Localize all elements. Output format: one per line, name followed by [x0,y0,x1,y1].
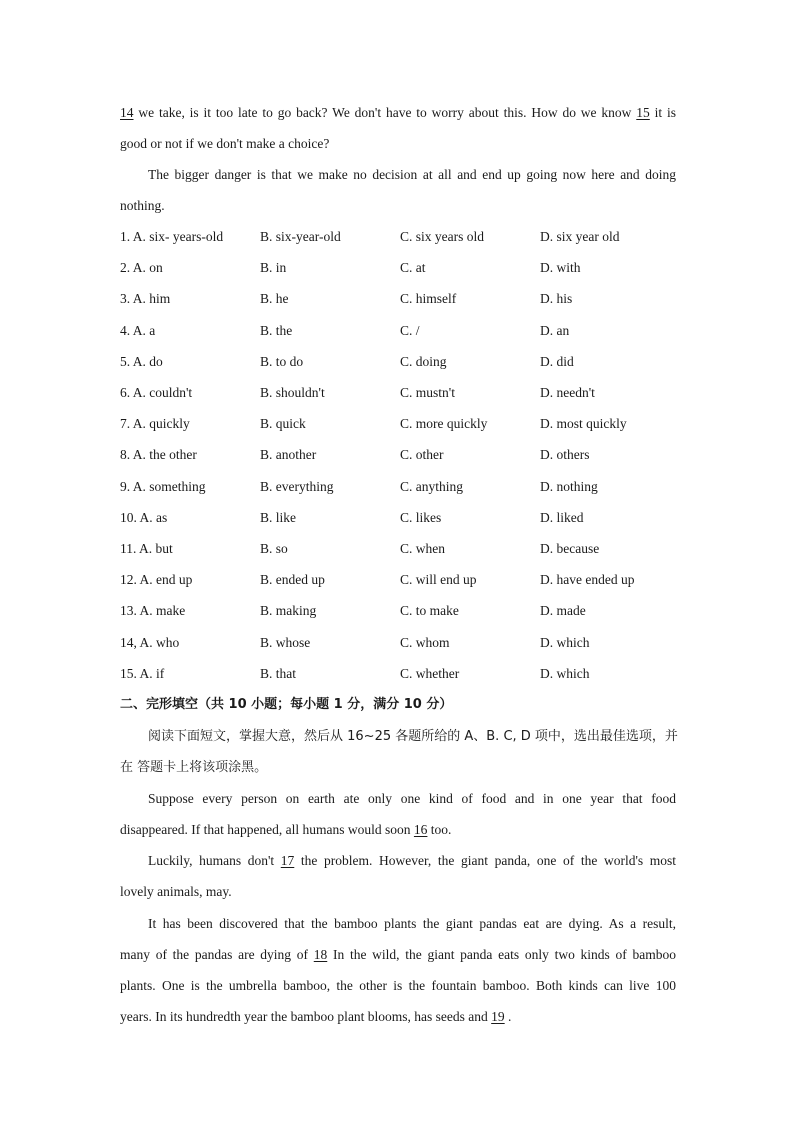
passage-line: The bigger danger is that we make no decision at all and end up going now here and doing [148,167,676,182]
option-d: D. which [540,665,590,681]
option-c: C. at [400,260,426,276]
option-c: C. doing [400,353,447,369]
option-b: B. he [260,291,289,307]
option-c: C. whom [400,634,450,650]
passage-text: it is [649,105,677,120]
option-b: B. like [260,509,296,525]
passage-line: lovely animals, may. [120,884,232,899]
option-a: 14, A. who [120,634,180,650]
passage-line [120,821,676,839]
option-d: D. his [540,291,573,307]
option-c: C. more quickly [400,416,488,432]
option-a: 6. A. couldn't [120,385,193,400]
passage-text: disappeared. If that happened, all humans would soon [120,822,414,837]
option-d: D. six year old [540,229,620,244]
passage-line [120,1008,676,1026]
passage-text: the problem. However, the giant panda, one of the world's most [294,853,677,868]
option-b: B. in [260,260,287,276]
blank-17: 17 [280,853,295,868]
blank-15: 15 [636,105,650,120]
blank-16: 16 [413,822,428,837]
option-c: C. to make [400,603,459,619]
blank-14: 14 [120,105,134,120]
option-b: B. that [260,665,296,681]
passage-line [120,104,676,122]
question-row [0,384,794,402]
option-d: D. others [540,447,590,463]
passage-line [120,946,676,964]
blank-18: 18 [313,947,328,962]
instruction-line: 阅读下面短文，掌握大意，然后从 16~25 各题所给的 A、B. C, D 项中，选出最佳选项，并 [148,729,678,744]
passage-text: Luckily, humans don't [148,853,281,868]
option-a: 13. A. make [120,603,186,619]
option-a: 2. A. on [120,260,163,276]
question-row [0,353,794,371]
question-row [0,446,794,464]
passage-text: . [504,1009,512,1024]
option-a: 15. A. if [120,665,165,681]
passage-line: plants. One is the umbrella bamboo, the other is the fountain bamboo. Both kinds can live 100 [120,978,676,993]
option-a: 4. A. a [120,322,156,338]
option-c: C. when [400,541,445,556]
question-row [0,571,794,589]
option-d: D. made [540,603,586,619]
option-b: B. making [260,603,317,619]
option-b: B. ended up [260,572,325,588]
option-d: D. most quickly [540,416,627,432]
passage-text: we take, is it too late to go back? We don't have to worry about this. How do we know [133,105,637,120]
option-c: C. himself [400,291,457,307]
option-d: D. because [540,541,600,556]
option-b: B. shouldn't [260,385,325,400]
option-c: C. anything [400,478,463,494]
passage-line: It has been discovered that the bamboo plants the giant pandas eat are dying. As a result, [148,916,676,931]
option-a: 5. A. do [120,353,163,369]
option-a: 10. A. as [120,509,168,525]
question-row [0,322,794,340]
question-row [0,634,794,652]
option-c: C. / [400,322,420,338]
option-a: 3. A. him [120,291,171,307]
option-a: 1. A. six- years-old [120,229,224,244]
question-row [0,478,794,496]
passage-text: too. [427,822,452,837]
option-b: B. quick [260,416,306,432]
option-c: C. six years old [400,229,484,244]
passage-text: many of the pandas are dying of [120,947,314,962]
question-row [0,259,794,277]
option-d: D. nothing [540,478,598,494]
passage-text: In the wild, the giant panda eats only two kinds of bamboo [327,947,676,962]
option-a: 11. A. but [120,541,173,556]
question-row [0,665,794,683]
option-b: B. another [260,447,317,463]
blank-19: 19 [491,1009,505,1024]
passage-line: good or not if we don't make a choice? [120,136,330,151]
option-c: C. whether [400,665,460,681]
option-c: C. likes [400,509,442,525]
section-heading: 二、完形填空（共 10 小题；每小题 1 分，满分 10 分） [120,697,453,712]
instruction-line: 在 答题卡上将该项涂黑。 [120,760,268,775]
option-b: B. whose [260,634,311,650]
option-d: D. liked [540,509,584,525]
option-a: 7. A. quickly [120,416,190,432]
option-d: D. with [540,260,581,276]
passage-text: years. In its hundredth year the bamboo plant blooms, has seeds and [120,1009,492,1024]
option-d: D. an [540,322,570,338]
question-row [0,228,794,246]
passage-line: nothing. [120,198,165,213]
passage-line [148,852,676,870]
option-c: C. mustn't [400,385,455,400]
passage-line: Suppose every person on earth ate only one kind of food and in one year that food [148,791,676,806]
option-b: B. the [260,322,293,338]
option-d: D. which [540,634,590,650]
option-d: D. have ended up [540,572,635,588]
option-c: C. will end up [400,572,477,588]
option-b: B. to do [260,353,304,369]
option-b: B. six-year-old [260,229,341,244]
question-row [0,540,794,558]
option-c: C. other [400,447,444,463]
option-d: D. needn't [540,385,595,400]
option-b: B. everything [260,478,334,494]
question-row [0,415,794,433]
option-a: 8. A. the other [120,447,197,463]
option-a: 12. A. end up [120,572,193,588]
question-row [0,602,794,620]
option-a: 9. A. something [120,478,206,494]
question-row [0,290,794,308]
option-b: B. so [260,541,288,556]
option-d: D. did [540,353,574,369]
question-row [0,509,794,527]
